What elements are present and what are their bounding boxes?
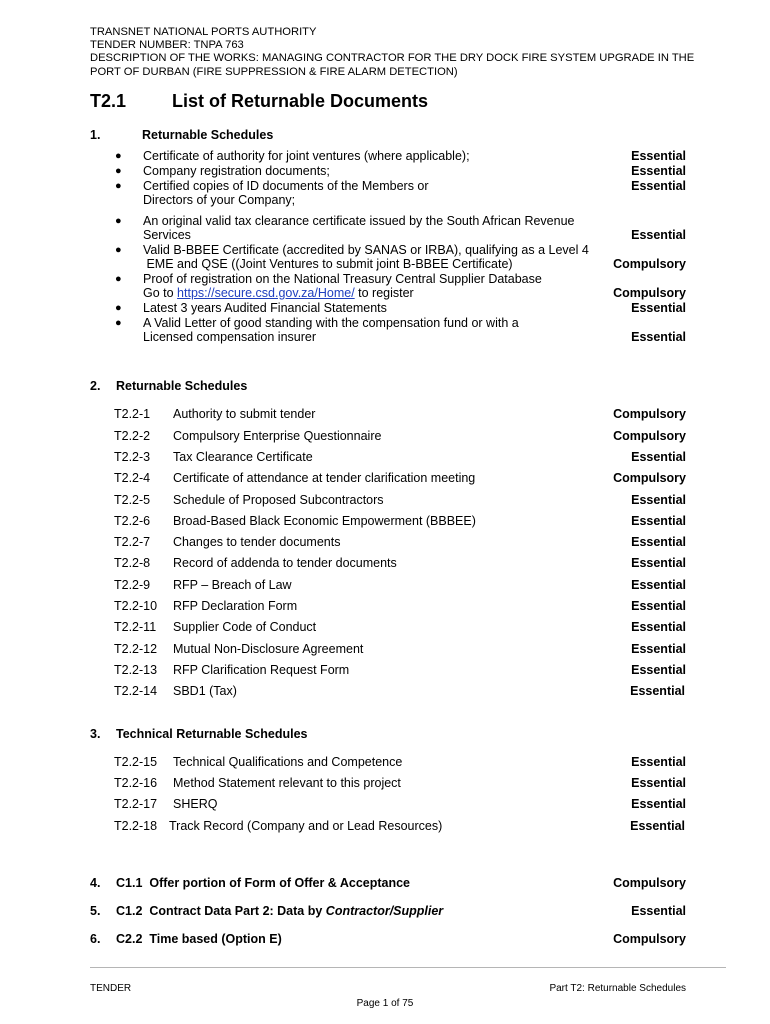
schedule-id: T2.2-2	[114, 429, 151, 443]
list-item: Proof of registration on the National Treasury Central Supplier Database	[143, 272, 542, 286]
status-badge: Essential	[631, 599, 686, 613]
status-badge: Essential	[631, 228, 686, 242]
bullet-icon: ●	[115, 302, 122, 314]
schedule-label: Schedule of Proposed Subcontractors	[173, 493, 384, 507]
header-line-3: DESCRIPTION OF THE WORKS: MANAGING CONTRACTOR FOR THE DRY DOCK FIRE SYSTEM UPGRADE IN THE	[90, 52, 695, 65]
footer-divider	[90, 967, 726, 968]
status-badge: Essential	[631, 179, 686, 193]
csd-link[interactable]: https://secure.csd.gov.za/Home/	[177, 286, 355, 300]
bullet-icon: ●	[115, 273, 122, 285]
schedule-id: T2.2-6	[114, 514, 151, 528]
list-item: Certified copies of ID documents of the Members or	[143, 179, 429, 193]
status-badge: Compulsory	[613, 876, 686, 890]
status-badge: Essential	[631, 642, 686, 656]
schedule-label: Method Statement relevant to this project	[173, 776, 401, 790]
status-badge: Essential	[631, 663, 686, 677]
list-item-continued: EME and QSE ((Joint Ventures to submit joint B-BBEE Certificate)	[143, 257, 513, 271]
schedule-id: T2.2-11	[114, 620, 157, 634]
document-header	[90, 26, 730, 79]
section-1-heading: Returnable Schedules	[142, 128, 274, 142]
section-6-heading: C2.2 Time based (Option E)	[116, 932, 282, 946]
page-number: Page 1 of 75	[356, 998, 414, 1009]
schedule-label: SBD1 (Tax)	[173, 684, 237, 698]
status-badge: Compulsory	[613, 286, 686, 300]
status-badge: Essential	[631, 450, 686, 464]
section-6-number: 6.	[90, 932, 101, 946]
schedule-label: SHERQ	[173, 797, 218, 811]
schedule-label: Compulsory Enterprise Questionnaire	[173, 429, 382, 443]
footer-right: Part T2: Returnable Schedules	[549, 983, 686, 994]
list-item: Valid B-BBEE Certificate (accredited by SANAS or IRBA), qualifying as a Level 4	[143, 243, 589, 257]
section-2-heading: Returnable Schedules	[116, 379, 248, 393]
schedule-label: Changes to tender documents	[173, 535, 341, 549]
footer-left: TENDER	[90, 983, 132, 994]
section-5-heading-text: C1.2 Contract Data Part 2: Data by	[116, 904, 326, 918]
bullet-icon: ●	[115, 180, 122, 192]
bullet-icon: ●	[115, 317, 122, 329]
status-badge: Essential	[631, 493, 686, 507]
list-item-continued: Licensed compensation insurer	[143, 330, 317, 344]
schedule-id: T2.2-10	[114, 599, 158, 613]
schedule-id: T2.2-4	[114, 471, 151, 485]
schedule-id: T2.2-5	[114, 493, 151, 507]
status-badge: Essential	[631, 755, 686, 769]
schedule-label: Broad-Based Black Economic Empowerment (BBBEE)	[173, 514, 476, 528]
status-badge: Essential	[630, 684, 685, 698]
schedule-label: Supplier Code of Conduct	[173, 620, 317, 634]
header-line-4: PORT OF DURBAN (FIRE SUPPRESSION & FIRE ALARM DETECTION)	[90, 65, 458, 78]
status-badge: Compulsory	[613, 932, 686, 946]
status-badge: Essential	[631, 556, 686, 570]
status-badge: Essential	[631, 330, 686, 344]
status-badge: Essential	[631, 514, 686, 528]
schedule-label: Certificate of attendance at tender clarification meeting	[173, 471, 476, 485]
section-4-heading: C1.1 Offer portion of Form of Offer & Acceptance	[116, 876, 411, 890]
status-badge: Essential	[631, 797, 686, 811]
section-3-heading: Technical Returnable Schedules	[116, 727, 308, 741]
schedule-id: T2.2-13	[114, 663, 158, 677]
schedule-id: T2.2-3	[114, 450, 151, 464]
list-item: Certificate of authority for joint ventures (where applicable);	[143, 149, 470, 163]
status-badge: Essential	[631, 620, 686, 634]
schedule-id: T2.2-18	[114, 819, 158, 833]
section-1-number: 1.	[90, 128, 101, 142]
schedule-label: RFP Clarification Request Form	[173, 663, 350, 677]
schedule-id: T2.2-14	[114, 684, 158, 698]
schedule-label: Authority to submit tender	[173, 407, 316, 421]
schedule-label: RFP – Breach of Law	[173, 578, 292, 592]
bullet-icon: ●	[115, 165, 122, 177]
schedule-id: T2.2-12	[114, 642, 158, 656]
status-badge: Essential	[631, 164, 686, 178]
schedule-label: Technical Qualifications and Competence	[173, 755, 403, 769]
bullet-icon: ●	[115, 215, 122, 227]
bullet-icon: ●	[115, 244, 122, 256]
schedule-id: T2.2-9	[114, 578, 151, 592]
schedule-id: T2.2-1	[114, 407, 151, 421]
page-title-number: T2.1	[90, 91, 127, 111]
list-item: Latest 3 years Audited Financial Statements	[143, 301, 387, 315]
section-5-heading-italic: Contractor/Supplier	[325, 904, 444, 918]
status-badge: Compulsory	[613, 257, 686, 271]
register-text: to register	[354, 286, 414, 300]
schedule-label: Record of addenda to tender documents	[173, 556, 397, 570]
status-badge: Essential	[630, 819, 685, 833]
section-5-number: 5.	[90, 904, 101, 918]
schedule-label: Mutual Non-Disclosure Agreement	[173, 642, 364, 656]
status-badge: Essential	[631, 535, 686, 549]
schedule-id: T2.2-15	[114, 755, 158, 769]
header-line-1: TRANSNET NATIONAL PORTS AUTHORITY	[90, 26, 317, 38]
section-5-heading	[116, 904, 443, 918]
list-item: A Valid Letter of good standing with the compensation fund or with a	[143, 316, 519, 330]
list-item-continued	[143, 286, 414, 301]
schedule-id: T2.2-8	[114, 556, 151, 570]
section-2-number: 2.	[90, 379, 101, 393]
list-item-continued: Directors of your Company;	[143, 193, 296, 207]
status-badge: Compulsory	[613, 429, 686, 443]
page-title: List of Returnable Documents	[172, 91, 429, 111]
list-item: An original valid tax clearance certificate issued by the South African Revenue	[143, 214, 575, 228]
status-badge: Essential	[631, 578, 686, 592]
status-badge: Essential	[631, 904, 686, 918]
status-badge: Essential	[631, 301, 686, 315]
schedule-label: Tax Clearance Certificate	[173, 450, 313, 464]
status-badge: Compulsory	[613, 471, 686, 485]
schedule-id: T2.2-16	[114, 776, 158, 790]
schedule-id: T2.2-7	[114, 535, 151, 549]
schedule-id: T2.2-17	[114, 797, 158, 811]
header-line-2: TENDER NUMBER: TNPA 763	[90, 39, 244, 52]
bullet-icon: ●	[115, 150, 122, 162]
status-badge: Essential	[631, 776, 686, 790]
status-badge: Compulsory	[613, 407, 686, 421]
schedule-label: RFP Declaration Form	[173, 599, 298, 613]
status-badge: Essential	[631, 149, 686, 163]
section-3-number: 3.	[90, 727, 101, 741]
schedule-label: Track Record (Company and or Lead Resources)	[169, 819, 443, 833]
go-to-text: Go to	[143, 286, 178, 300]
list-item-continued: Services	[143, 228, 191, 242]
section-4-number: 4.	[90, 876, 101, 890]
list-item: Company registration documents;	[143, 164, 330, 178]
